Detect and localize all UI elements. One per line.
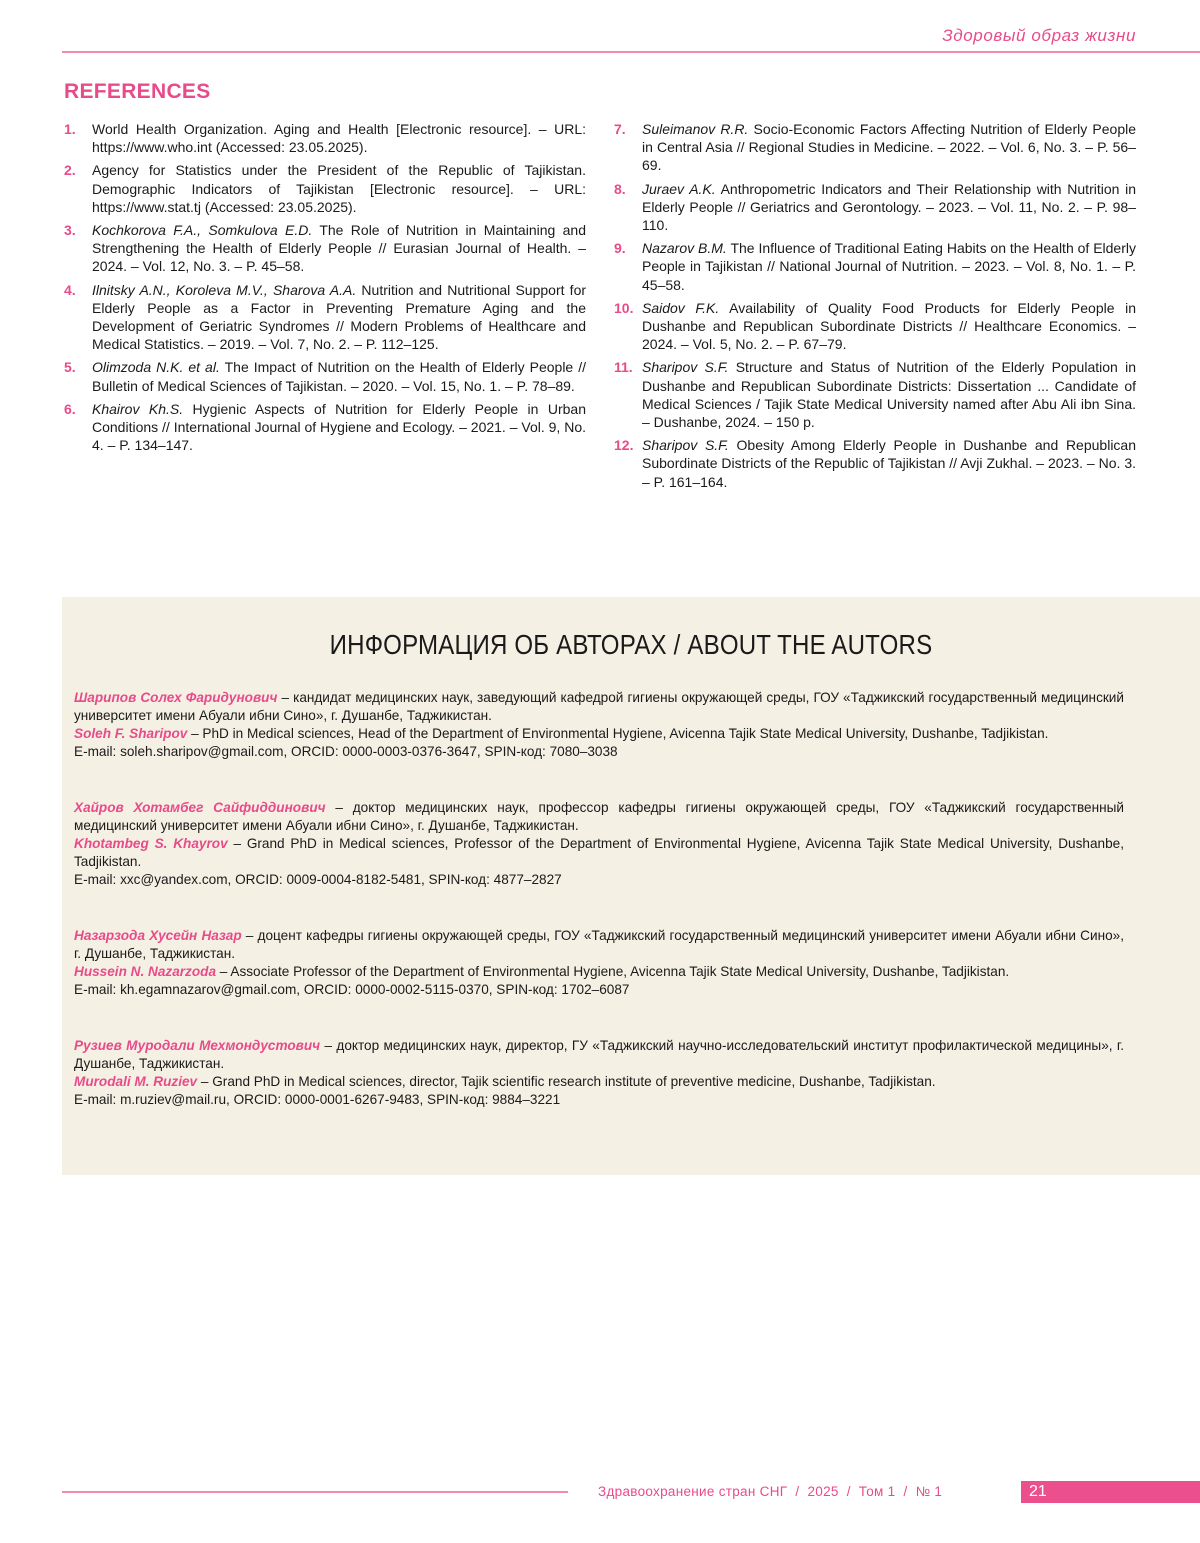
reference-body: Availability of Quality Food Products for Elderly People in Dushanbe and Republican Subordinate Districts // Healthcare Economics. – 2024. – Vol. 5, No. 2. – P. 67–79. [642, 299, 1137, 353]
reference-item [614, 358, 1136, 431]
footer-rule [62, 1491, 568, 1493]
footer-volume: Том 1 [858, 1484, 896, 1499]
reference-number: 6. [64, 400, 76, 417]
reference-authors: Khairov Kh.S. [92, 400, 184, 417]
reference-number: 11. [614, 359, 633, 376]
reference-body: Anthropometric Indicators and Their Relationship with Nutrition in Elderly People // Geriatrics and Gerontology. – 2023. – Vol. 11, No. 2. – P. 98–110. [642, 180, 1136, 234]
reference-authors: Saidov F.K. [642, 299, 720, 316]
author-desc-en: – Associate Professor of the Department of Environmental Hygiene, Avicenna Tajik State Medical University, Dushanbe, Tadjikistan. [216, 964, 1010, 979]
reference-text [92, 400, 586, 455]
reference-body: Obesity Among Elderly People in Dushanbe and Republican Subordinate Districts of the Republic of Tajikistan // Avji Zukhal. – 2023. – No. 3. – P. 161–164. [642, 437, 1136, 490]
reference-number: 2. [64, 162, 76, 179]
reference-text [642, 120, 1136, 175]
reference-body: World Health Organization. Aging and Health [Electronic resource]. – URL: https://www.who.int (Accessed: 23.05.2025). [92, 121, 586, 156]
reference-number: 3. [64, 222, 76, 239]
reference-number: 5. [64, 359, 76, 376]
reference-text [642, 299, 1136, 354]
author-name-en: Hussein N. Nazarzoda [74, 964, 217, 979]
reference-authors: Suleimanov R.R. [642, 121, 749, 137]
author-entry [74, 689, 1124, 761]
author-name-ru: Назарзода Хусейн Назар [74, 928, 242, 943]
reference-authors: Nazarov B.M. [642, 240, 727, 257]
reference-text [642, 239, 1136, 294]
reference-body: The Impact of Nutrition on the Health of Elderly People // Bulletin of Medical Sciences of Tajikistan. – 2020. – Vol. 15, No. 1. – P. 78–89. [92, 359, 587, 394]
reference-text [642, 180, 1136, 235]
reference-authors: Kochkorova F.A., Somkulova E.D. [92, 222, 313, 239]
reference-text [642, 436, 1136, 491]
reference-item [614, 299, 1136, 354]
references-column-right [614, 120, 1136, 496]
author-contacts: E-mail: kh.egamnazarov@gmail.com, ORCID: 0000-0002-5115-0370, SPIN-код: 1702–6087 [74, 982, 630, 997]
running-title: Здоровый образ жизни [942, 26, 1136, 45]
page-number-badge [1021, 1481, 1200, 1503]
author-ru [74, 799, 1124, 835]
references-column-left [64, 120, 586, 459]
author-name-ru: Шарипов Солех Фаридунович [74, 690, 278, 705]
reference-text [92, 120, 586, 156]
author-desc-ru: – доцент кафедры гигиены окружающей среды, ГОУ «Таджикский государственный медицинский университет имени Абуали ибни Сино», г. Душанбе, Таджикистан. [74, 928, 1124, 961]
author-desc-en: – Grand PhD in Medical sciences, Professor of the Department of Environmental Hygiene, Avicenna Tajik State Medical University, Dushanbe, Tadjikistan. [74, 836, 1124, 869]
header-rule [62, 51, 1200, 53]
author-contacts: E-mail: xxc@yandex.com, ORCID: 0009-0004-8182-5481, SPIN-код: 4877–2827 [74, 872, 562, 887]
author-desc-en: – PhD in Medical sciences, Head of the Department of Environmental Hygiene, Avicenna Tajik State Medical University, Dushanbe, Tadjikistan. [187, 726, 1049, 741]
reference-body: The Role of Nutrition in Maintaining and Strengthening the Health of Elderly People // Eurasian Journal of Health. – 2024. – Vol. 12, No. 3. – P. 45–58. [92, 222, 587, 275]
reference-authors: Ilnitsky A.N., Koroleva M.V., Sharova A.A. [92, 281, 357, 298]
reference-item [614, 436, 1136, 491]
reference-item [64, 120, 586, 156]
reference-text [92, 281, 586, 354]
author-en [74, 725, 1124, 743]
page-number: 21 [1029, 1483, 1047, 1500]
reference-authors: Sharipov S.F. [642, 359, 729, 376]
authors-info-panel [62, 597, 1200, 1175]
author-ru [74, 689, 1124, 725]
reference-body: Agency for Statistics under the President of the Republic of Tajikistan. Demographic Indicators of Tajikistan [Electronic resource]. – URL: https://www.stat.tj (Accessed: 23.05.2025). [92, 162, 586, 215]
footer-journal-name: Здравоохранение стран СНГ [598, 1484, 788, 1499]
footer-separator: / [846, 1484, 851, 1499]
author-desc-ru: – доктор медицинских наук, профессор кафедры гигиены окружающей среды, ГОУ «Таджикский государственный медицинский университет имени Абуали ибни Сино», г. Душанбе, Таджикистан. [74, 800, 1124, 833]
reference-item [64, 358, 586, 394]
references-heading: REFERENCES [64, 80, 211, 103]
author-name-en: Soleh F. Sharipov [74, 726, 188, 741]
reference-body: Hygienic Aspects of Nutrition for Elderly People in Urban Conditions // International Journal of Hygiene and Ecology. – 2021. – Vol. 9, No. 4. – P. 134–147. [92, 400, 586, 454]
author-en [74, 963, 1124, 981]
authors-list [74, 689, 1124, 1147]
reference-number: 9. [614, 240, 626, 257]
footer-issue: № 1 [915, 1484, 943, 1499]
reference-item [64, 221, 586, 276]
author-en [74, 1073, 1124, 1091]
reference-number: 7. [614, 121, 626, 137]
author-entry [74, 1037, 1124, 1109]
reference-number: 1. [64, 121, 76, 137]
reference-text [642, 358, 1136, 431]
author-ru [74, 1037, 1124, 1073]
footer-journal-info [598, 1484, 942, 1499]
author-name-en: Khotambeg S. Khayrov [74, 836, 228, 851]
author-entry [74, 799, 1124, 889]
author-desc-ru: – доктор медицинских наук, директор, ГУ «Таджикский научно-исследовательский институт профилактической медицины», г. Душанбе, Таджикистан. [74, 1038, 1124, 1071]
reference-item [614, 180, 1136, 235]
reference-body: Nutrition and Nutritional Support for Elderly People as a Factor in Preventing Premature Aging and the Development of Geriatric Syndromes // Modern Problems of Healthcare and Medical Statistics. – 2019. – Vol. 7, No. 2. – P. 112–125. [92, 281, 587, 353]
reference-body: Structure and Status of Nutrition of the Elderly Population in Dushanbe and Republican Subordinate Districts: Dissertation ... Candidate of Medical Sciences / Tajik State Medical University named after Abu Ali ibn Sina. – Dushanbe, 2024. – 150 p. [642, 359, 1137, 431]
author-name-ru: Хайров Хотамбег Сайфиддинович [74, 800, 326, 815]
reference-text [92, 161, 586, 216]
author-name-ru: Рузиев Муродали Мехмондустович [74, 1038, 321, 1053]
author-name-en: Murodali M. Ruziev [74, 1074, 198, 1089]
reference-number: 12. [614, 437, 634, 454]
authors-section-title: ИНФОРМАЦИЯ ОБ АВТОРАХ / ABOUT THE AUTORS [329, 629, 933, 660]
reference-number: 4. [64, 281, 76, 298]
author-contacts: E-mail: m.ruziev@mail.ru, ORCID: 0000-0001-6267-9483, SPIN-код: 9884–3221 [74, 1092, 561, 1107]
reference-authors: Olimzoda N.K. et al. [92, 359, 220, 376]
footer-year: 2025 [807, 1484, 839, 1499]
reference-number: 10. [614, 299, 634, 316]
reference-item [614, 120, 1136, 175]
author-contacts: E-mail: soleh.sharipov@gmail.com, ORCID: 0000-0003-0376-3647, SPIN-код: 7080–3038 [74, 744, 618, 759]
reference-body: Socio-Economic Factors Affecting Nutrition of Elderly People in Central Asia // Regional Studies in Medicine. – 2022. – Vol. 6, No. 3. – P. 56–69. [642, 121, 1136, 174]
reference-text [92, 358, 586, 394]
reference-authors: Sharipov S.F. [642, 437, 729, 454]
reference-authors: Juraev A.K. [642, 180, 716, 197]
reference-item [614, 239, 1136, 294]
author-desc-ru: – кандидат медицинских наук, заведующий кафедрой гигиены окружающей среды, ГОУ «Таджикский государственный медицинский университет имени Абуали ибни Сино», г. Душанбе, Таджикистан. [74, 690, 1124, 723]
reference-item [64, 400, 586, 455]
reference-item [64, 281, 586, 354]
reference-item [64, 161, 586, 216]
reference-text [92, 221, 586, 276]
reference-body: The Influence of Traditional Eating Habits on the Health of Elderly People in Tajikistan // National Journal of Nutrition. – 2023. – Vol. 8, No. 1. – P. 45–58. [642, 240, 1136, 293]
author-en [74, 835, 1124, 871]
reference-number: 8. [614, 180, 626, 197]
footer-separator: / [903, 1484, 908, 1499]
footer-separator: / [795, 1484, 800, 1499]
author-desc-en: – Grand PhD in Medical sciences, director, Tajik scientific research institute of preventive medicine, Dushanbe, Tadjikistan. [197, 1074, 936, 1089]
author-ru [74, 927, 1124, 963]
author-entry [74, 927, 1124, 999]
